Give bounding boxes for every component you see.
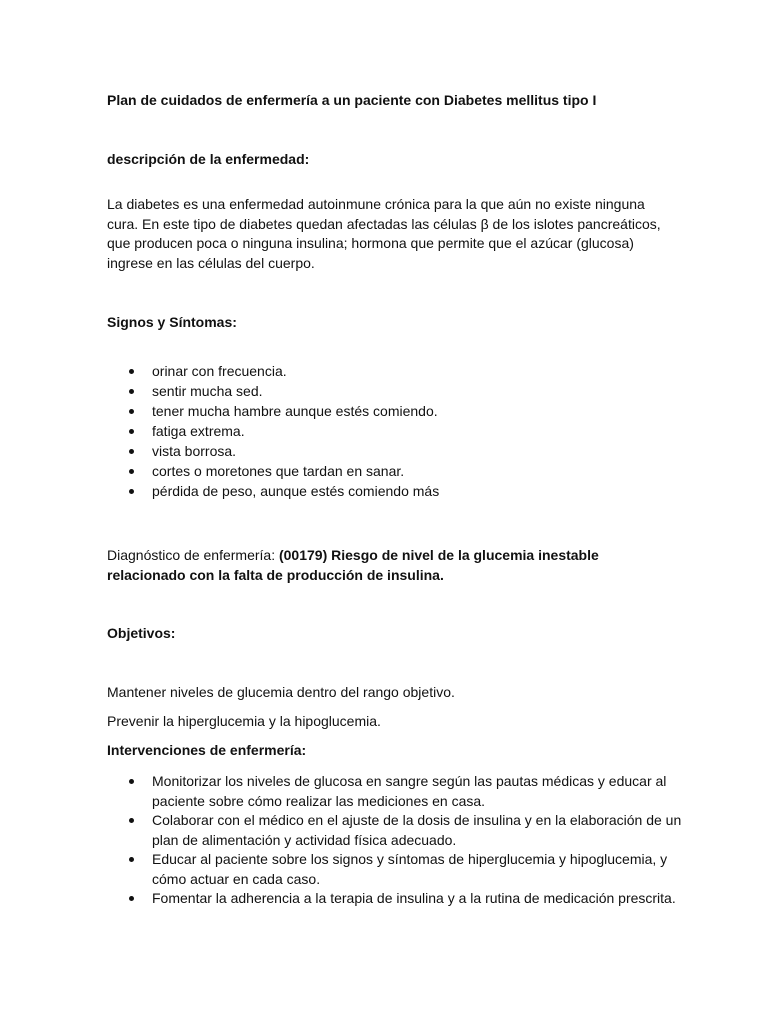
list-item: Colaborar con el médico en el ajuste de la dosis de insulina y en la elaboración de un plan de alimentación y actividad física adecuado. — [152, 811, 682, 850]
interventions-list — [107, 772, 682, 909]
objective-item: Mantener niveles de glucemia dentro del rango objetivo. — [107, 684, 455, 700]
list-item: Monitorizar los niveles de glucosa en sangre según las pautas médicas y educar al paciente sobre cómo realizar las mediciones en casa. — [152, 772, 682, 811]
document-title: Plan de cuidados de enfermería a un paciente con Diabetes mellitus tipo I — [107, 92, 597, 108]
list-item: tener mucha hambre aunque estés comiendo. — [152, 402, 682, 422]
list-item: sentir mucha sed. — [152, 382, 682, 402]
list-item: fatiga extrema. — [152, 422, 682, 442]
list-item: Educar al paciente sobre los signos y síntomas de hiperglucemia y hipoglucemia, y cómo actuar en cada caso. — [152, 850, 682, 889]
diagnosis-text: (00179) Riesgo de nivel de la glucemia inestable relacionado con la falta de producción de insulina. — [107, 547, 599, 583]
description-paragraph: La diabetes es una enfermedad autoinmune crónica para la que aún no existe ninguna cura. En este tipo de diabetes quedan afectadas las células β de los islotes pancreáticos, que producen poca o ninguna insulina; hormona que permite que el azúcar (glucosa) ingrese en las células del cuerpo. — [107, 196, 661, 271]
diagnosis-label: Diagnóstico de enfermería: — [107, 547, 279, 563]
list-item: vista borrosa. — [152, 442, 682, 462]
signs-heading: Signos y Síntomas: — [107, 314, 237, 330]
objectives-heading: Objetivos: — [107, 625, 176, 641]
list-item: orinar con frecuencia. — [152, 362, 682, 382]
list-item: pérdida de peso, aunque estés comiendo más — [152, 482, 682, 502]
objective-item: Prevenir la hiperglucemia y la hipoglucemia. — [107, 713, 381, 729]
description-heading: descripción de la enfermedad: — [107, 151, 310, 167]
list-item: cortes o moretones que tardan en sanar. — [152, 462, 682, 482]
diagnosis-paragraph — [107, 546, 667, 585]
interventions-heading: Intervenciones de enfermería: — [107, 742, 307, 758]
list-item: Fomentar la adherencia a la terapia de insulina y a la rutina de medicación prescrita. — [152, 889, 682, 909]
signs-list — [107, 362, 682, 502]
